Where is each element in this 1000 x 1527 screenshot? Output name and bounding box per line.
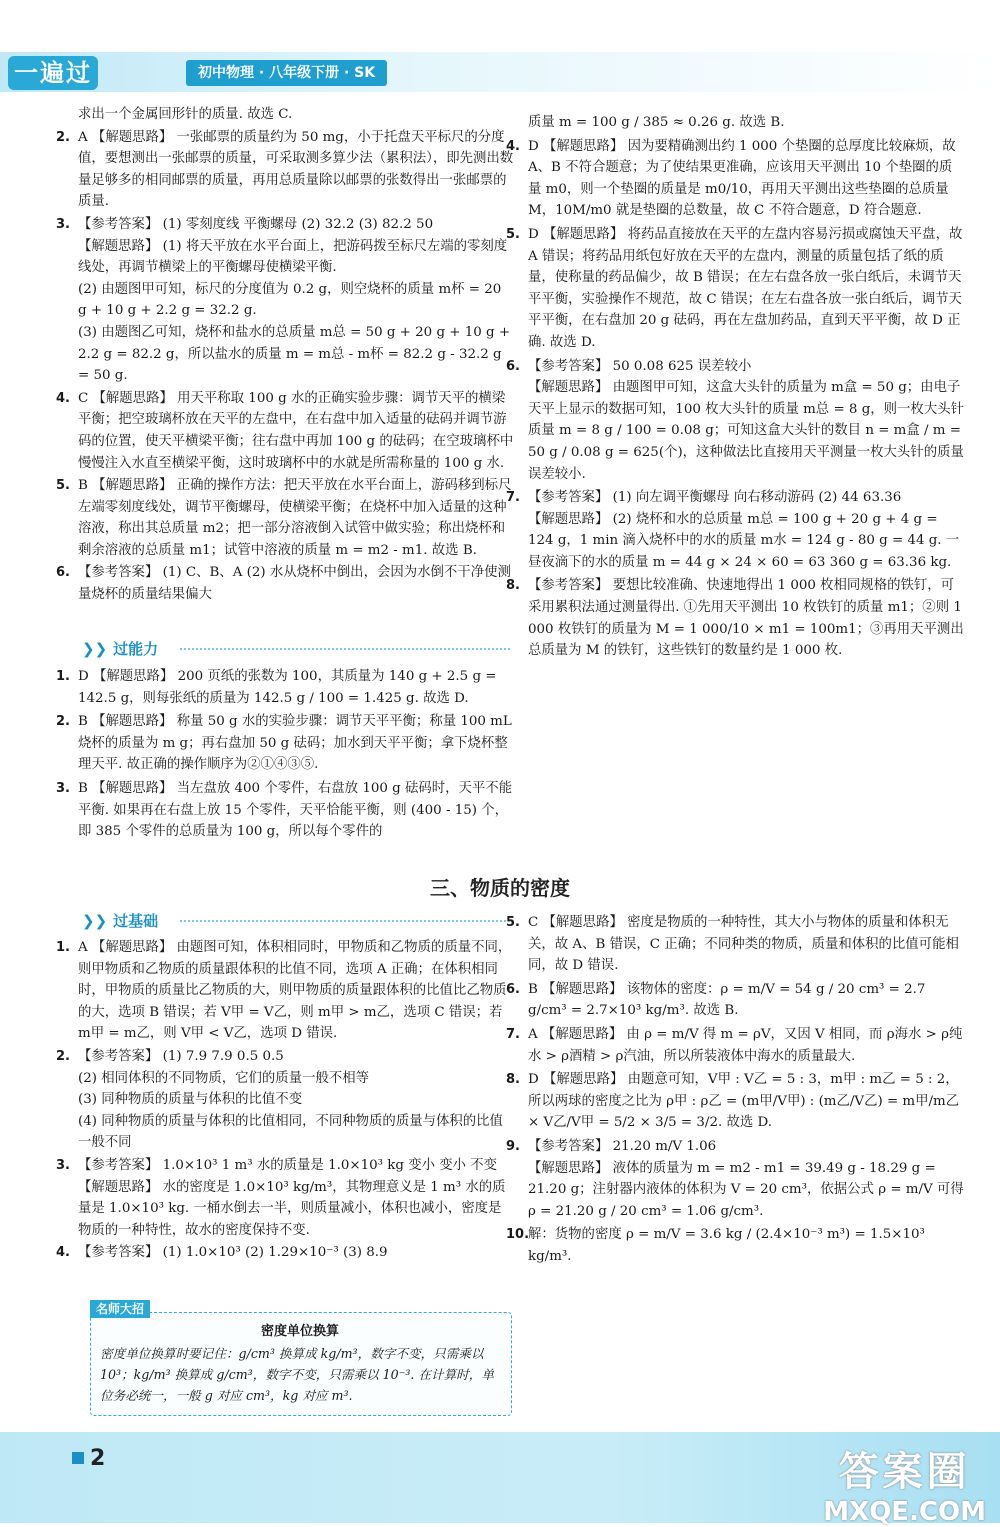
- answer-item: [506, 487, 964, 509]
- question-number: 8.: [506, 578, 520, 594]
- answer-text: (2) 由题图甲可知，标尺的分度值为 0.2 g，则空烧杯的质量 m杯 = 20 g + 10 g + 2.2 g = 32.2 g.: [78, 281, 502, 319]
- answer-text: 解：货物的密度 ρ = m/V = 3.6 kg / (2.4×10⁻³ m³) = 1.5×10³ kg/m³.: [528, 1227, 925, 1264]
- answer-text: 【参考答案】 (1) 1.0×10³ (2) 1.29×10⁻³ (3) 8.9: [78, 1245, 388, 1261]
- answer-text: 求出一个金属回形针的质量. 故选 C.: [78, 107, 293, 122]
- answer-item: [56, 388, 514, 474]
- question-number: 3.: [56, 780, 70, 796]
- answer-item: [506, 1069, 964, 1134]
- question-number: 9.: [506, 1138, 520, 1154]
- answer-item: [528, 1158, 964, 1223]
- answer-item: [506, 1024, 964, 1067]
- answer-item: [506, 136, 964, 222]
- answer-text: D 【解题思路】 因为要精确测出约 1 000 个垫圈的总厚度比较麻烦，故 A、B 不符合题意；为了使结果更准确，应该用天平测出 10 个垫圈的质量 m0，则一个垫圈的质量是 m0/10，再用天平测出这些垫圈的总质量 M，10M/m0 就是垫圈的总数量，故 C 不符合题意，D 符合题意.: [528, 138, 956, 219]
- question-number: 4.: [56, 390, 70, 406]
- answer-item: [506, 1224, 964, 1267]
- answer-item: [56, 127, 514, 213]
- answer-item: [56, 778, 514, 843]
- question-number: 5.: [506, 915, 520, 930]
- answer-text: (3) 由题图乙可知，烧杯和盐水的总质量 m总 = 50 g + 20 g + 10 g + 2.2 g = 82.2 g，所以盐水的质量 m = m总 - m杯 = 82.2 g - 32.2 g = 50 g.: [78, 324, 511, 384]
- answer-text: B 【解题思路】 当左盘放 400 个零件，右盘放 100 g 砝码时，天平不能平衡. 如果再在右盘上放 15 个零件，天平恰能平衡，则 (400 - 15) 个，即 385 个零件的总质量为 100 g，所以每个零件的: [78, 780, 513, 840]
- tip-label: 名师大招: [90, 1300, 150, 1318]
- answer-text: (4) 同种物质的质量与体积的比值相同，不同种物质的质量与体积的比值一般不同: [78, 1113, 503, 1151]
- section-nengli-heading: ❯❯ 过能力: [82, 640, 159, 658]
- answer-text: B 【解题思路】 称量 50 g 水的实验步骤：调节天平平衡；称量 100 mL 烧杯的质量为 m g；再右盘加 50 g 砝码；加水到天平平衡；拿下烧杯整理天平. 故正确的操作顺序为②①④③⑤.: [78, 714, 512, 773]
- answer-item: [78, 322, 514, 387]
- answer-text: 【解题思路】 (1) 将天平放在水平台面上，把游码拨至标尺左端的零刻度线处，再调节横梁上的平衡螺母使横梁平衡.: [78, 238, 508, 276]
- answer-text: 【参考答案】 (1) 向左调平衡螺母 向右移动游码 (2) 44 63.36: [528, 490, 902, 506]
- answer-item: [56, 666, 514, 709]
- answer-item: [56, 711, 514, 776]
- answer-item: [506, 1136, 964, 1158]
- answer-text: A 【解题思路】 由题图可知，体积相同时，甲物质和乙物质的质量不同，则甲物质和乙物质的质量跟体积的比值不同，选项 A 正确；在体积相同时，甲物质的质量比乙物质的大，则甲物质的质量跟体积的比值比乙物质的大，选项 B 错误；若 V甲 = V乙，则 m甲 > m乙，选项 C 错误；若 m甲 = m乙，则 V甲 < V乙，选项 D 错误.: [78, 940, 512, 1042]
- question-number: 2.: [56, 1048, 70, 1064]
- tip-title: 密度单位换算: [260, 1324, 339, 1339]
- answer-item: [528, 112, 964, 134]
- answer-text: 【解题思路】 液体的质量为 m = m2 - m1 = 39.49 g - 18.29 g = 21.20 g；注射器内液体的体积为 V = 20 cm³，依据公式 ρ = m/V 可得 ρ = 21.20 g / 20 cm³ = 1.06 g/cm³.: [528, 1160, 964, 1219]
- watermark-url: MXQE.COM: [823, 1497, 986, 1527]
- answer-item: [506, 979, 964, 1022]
- watermark-text: 答案圈: [838, 1449, 971, 1495]
- question-number: 6.: [506, 358, 520, 374]
- watermark: [823, 1440, 986, 1527]
- brand-logo: 一遍过: [8, 56, 98, 90]
- answer-text: D 【解题思路】 将药品直接放在天平的左盘内容易污损或腐蚀天平盘，故 A 错误；将药品用纸包好放在天平的左盘内，测量的质量包括了纸的质量，使称量的药品偏少，故 B 错误；在左右盘各放一张白纸后，未调节天平平衡，实验操作不规范，故 C 错误；在左右盘各放一张白纸后，调节天平平衡，在右盘加 20 g 砝码，再在左盘加药品，直到天平平衡，故 D 正确. 故选 D.: [528, 226, 963, 350]
- answer-item: [528, 377, 964, 485]
- question-number: 2.: [56, 129, 70, 145]
- page-marker-square: [72, 1452, 84, 1464]
- tip-text: 密度单位换算时要记住：g/cm³ 换算成 kg/m³，数字不变，只需乘以 10³；kg/m³ 换算成 g/cm³，数字不变，只需乘以 10⁻³. 在计算时，单位务必统一，一般 g 对应 cm³，kg 对应 m³.: [100, 1346, 494, 1403]
- answer-item: [56, 1046, 514, 1068]
- answer-text: C 【解题思路】 密度是物质的一种特性，其大小与物体的质量和体积无关，故 A、B 错误，C 正确；不同种类的物质，质量和体积的比值可能相同，故 D 错误.: [528, 915, 959, 974]
- answer-text: 质量 m = 100 g / 385 ≈ 0.26 g. 故选 B.: [528, 115, 785, 130]
- answer-item: [78, 1177, 514, 1242]
- section-jichu-heading: ❯❯ 过基础: [82, 912, 159, 930]
- question-number: 2.: [56, 714, 70, 730]
- answer-text: A 【解题思路】 一张邮票的质量约为 50 mg，小于托盘天平标尺的分度值，要想测出一张邮票的质量，可采取测多算少法（累积法），即先测出数量足够多的相同邮票的质量，再用总质量除以邮票的张数得出一张邮票的质量.: [78, 129, 514, 210]
- answer-text: 【解题思路】 由题图甲可知，这盒大头针的质量为 m盒 = 50 g；由电子天平上显示的数据可知，100 枚大头针的质量 m总 = 8 g，则一枚大头针质量 m = 8 g / 100 = 0.08 g；可知这盒大头针的数目 n = m盒 / m = 50 g / 0.08 g = 625(个)，这种做法比直接用天平测量一枚大头针的质量误差较小.: [528, 380, 965, 482]
- left-mid-block: [56, 664, 514, 843]
- answer-text: C 【解题思路】 用天平称取 100 g 水的正确实验步骤：调节天平的横梁平衡；把空玻璃杯放在天平的左盘中，在右盘中加入适量的砝码并调节游码的位置，使天平横梁平衡；往右盘中再加 100 g 的砝码；在空玻璃杯中慢慢注入水直至横梁平衡，这时玻璃杯中的水就是所需称量的 100 g 水.: [78, 390, 514, 471]
- right-bottom-block: [506, 910, 964, 1268]
- section-divider: [180, 648, 510, 650]
- answer-text: A 【解题思路】 由 ρ = m/V 得 m = ρV，又因 V 相同，而 ρ海水 > ρ纯水 > ρ酒精 > ρ汽油，所以所装液体中海水的质量最大.: [528, 1026, 963, 1064]
- answer-item: [78, 236, 514, 279]
- answer-item: [56, 1155, 514, 1177]
- answer-text: 【参考答案】 21.20 m/V 1.06: [528, 1138, 717, 1154]
- question-number: 6.: [56, 565, 70, 581]
- answer-text: 【参考答案】 1.0×10³ 1 m³ 水的质量是 1.0×10³ kg 变小 变小 不变: [78, 1157, 498, 1173]
- answer-text: (3) 同种物质的质量与体积的比值不变: [78, 1092, 303, 1108]
- answer-text: B 【解题思路】 该物体的密度：ρ = m/V = 54 g / 20 cm³ = 2.7 g/cm³ = 2.7×10³ kg/m³. 故选 B.: [528, 981, 926, 1019]
- answer-text: 【解题思路】 水的密度是 1.0×10³ kg/m³，其物理意义是 1 m³ 水的质量是 1.0×10³ kg. 一桶水倒去一半，则质量减小，体积也减小，密度是物质的一种特性，故水的密度保持不变.: [78, 1179, 506, 1238]
- answer-text: 【参考答案】 50 0.08 625 误差较小: [528, 358, 752, 374]
- book-subtitle: 初中物理 · 八年级下册 · SK: [186, 60, 387, 86]
- left-bottom-block: [56, 936, 514, 1264]
- question-number: 1.: [56, 669, 70, 684]
- question-number: 7.: [506, 1026, 520, 1042]
- answer-text: 【解题思路】 (2) 烧杯和水的总质量 m总 = 100 g + 20 g + 4 g = 124 g，1 min 滴入烧杯中的水的质量 m水 = 124 g - 80 g = 44 g. 一昼夜滴下的水的质量 m = 44 g × 24 × 60 = 63 360 g = 63.36 kg.: [528, 511, 960, 570]
- answer-item: [56, 214, 514, 236]
- question-number: 5.: [506, 226, 520, 242]
- answer-text: 【参考答案】 (1) 7.9 7.9 0.5 0.5: [78, 1048, 284, 1064]
- answer-item: [78, 1068, 514, 1090]
- answer-item: [56, 937, 514, 1045]
- question-number: 8.: [506, 1072, 520, 1088]
- answer-item: [78, 104, 514, 126]
- question-number: 7.: [506, 490, 520, 506]
- left-top-block: [56, 104, 514, 606]
- answer-item: [56, 475, 514, 561]
- answer-text: 【参考答案】 (1) 零刻度线 平衡螺母 (2) 32.2 (3) 82.2 50: [78, 216, 434, 232]
- answer-item: [528, 509, 964, 574]
- question-number: 3.: [56, 1157, 70, 1173]
- answer-text: D 【解题思路】 由题意可知，V甲 : V乙 = 5 : 3，m甲 : m乙 = 5 : 2，所以两球的密度之比为 ρ甲 : ρ乙 = (m甲/V甲) : (m乙/V乙) = m甲/m乙 × V乙/V甲 = 5/2 × 3/5 = 3/2. 故选 D.: [528, 1072, 960, 1131]
- question-number: 1.: [56, 940, 70, 955]
- answer-item: [506, 224, 964, 354]
- question-number: 4.: [56, 1245, 70, 1261]
- answer-item: [506, 356, 964, 378]
- answer-item: [506, 575, 964, 661]
- chapter-section-title: 三、物质的密度: [430, 876, 570, 900]
- answer-text: 【参考答案】 (1) C、B、A (2) 水从烧杯中倒出，会因为水倒不干净使测量烧杯的质量结果偏大: [78, 565, 511, 603]
- header-band: [0, 52, 1000, 92]
- answer-item: [78, 1089, 514, 1111]
- question-number: 10.: [506, 1227, 530, 1243]
- right-top-block: [506, 112, 965, 662]
- question-number: 5.: [56, 478, 70, 494]
- section-divider: [180, 920, 510, 922]
- question-number: 3.: [56, 216, 70, 232]
- question-number: 6.: [506, 981, 520, 997]
- answer-item: [78, 279, 514, 322]
- answer-item: [56, 562, 514, 605]
- answer-item: [56, 1242, 514, 1264]
- answer-item: [78, 1111, 514, 1154]
- answer-text: (2) 相同体积的不同物质，它们的质量一般不相等: [78, 1070, 370, 1086]
- answer-item: [506, 912, 964, 977]
- question-number: 4.: [506, 138, 520, 154]
- answer-text: D 【解题思路】 200 页纸的张数为 100，其质量为 140 g + 2.5 g = 142.5 g，则每张纸的质量为 142.5 g / 100 = 1.425 g. 故选 D.: [78, 669, 497, 706]
- answer-text: 【参考答案】 要想比较准确、快速地得出 1 000 枚相同规格的铁钉，可采用累积法通过测量得出. ①先用天平测出 10 枚铁钉的质量 m1；②则 1 000 枚铁钉的质量为 M = 1 000/10 × m1 = 100m1；③再用天平测出总质量为 M 的铁钉，这些铁钉的数量约是 1 000 枚.: [528, 578, 964, 659]
- answer-text: B 【解题思路】 正确的操作方法：把天平放在水平台面上，游码移到标尺左端零刻度线处，调节平衡螺母，使横梁平衡；在烧杯中加入适量的这种溶液，称出其总质量 m2；把一部分溶液倒入试管中做实验；称出烧杯和剩余溶液的总质量 m1；试管中溶液的质量 m = m2 - m1. 故选 B.: [78, 478, 512, 558]
- page-number: 2: [90, 1446, 106, 1471]
